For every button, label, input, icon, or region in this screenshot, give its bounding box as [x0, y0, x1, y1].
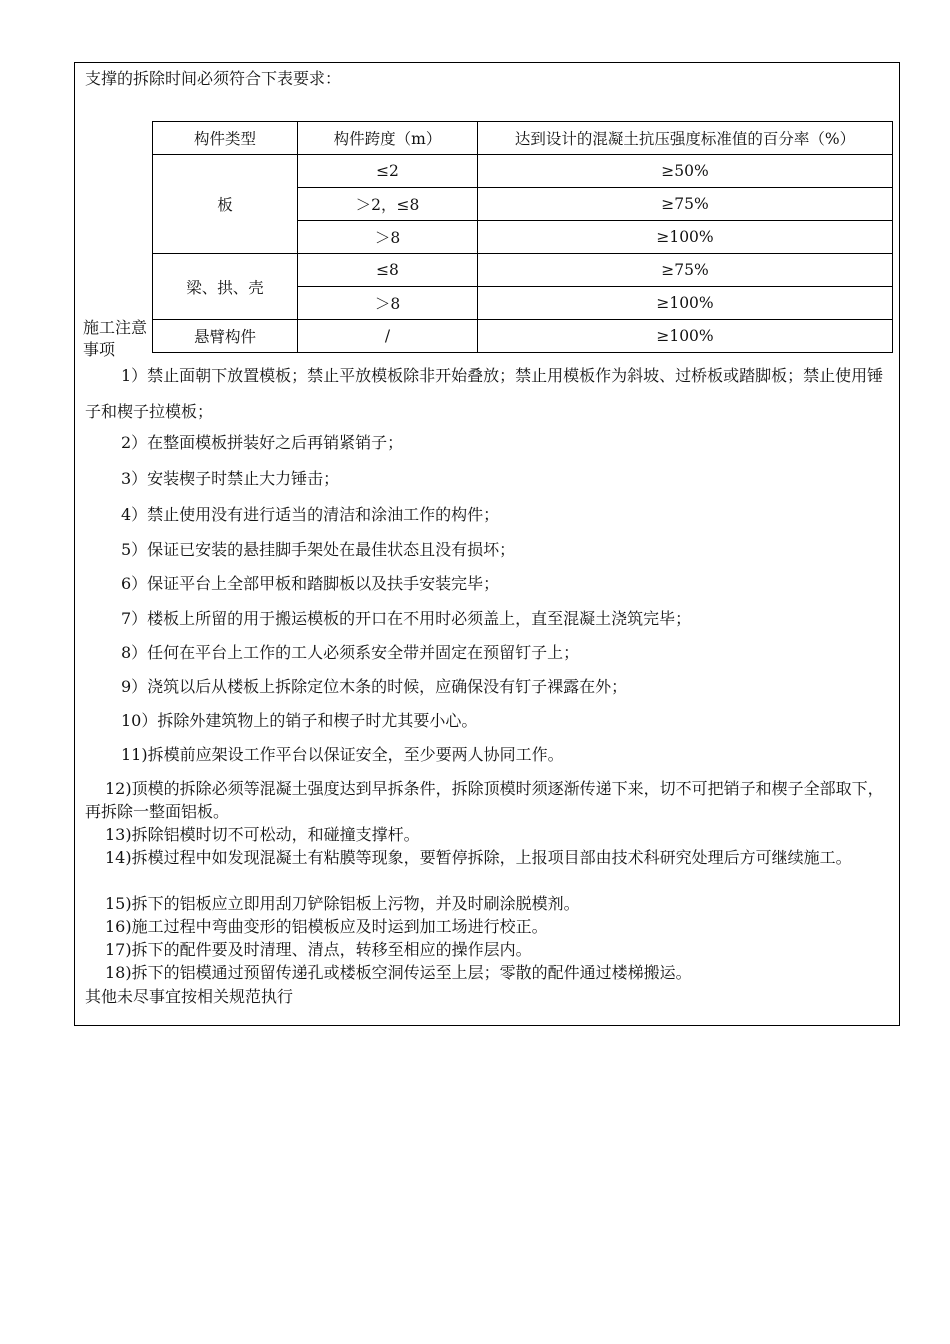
type-cell: 板 — [153, 155, 298, 254]
note-item: 1）禁止面朝下放置模板；禁止平放模板除非开始叠放；禁止用模板作为斜坡、过桥板或踏脚板；禁止使用锤子和楔子拉模板； — [85, 366, 884, 421]
notice-frame — [74, 62, 900, 1026]
table-row — [153, 254, 893, 287]
span-cell: ＞8 — [298, 287, 478, 320]
note-item: 9）浇筑以后从楼板上拆除定位木条的时候，应确保没有钉子裸露在外； — [121, 677, 628, 696]
note-item: 6）保证平台上全部甲板和踏脚板以及扶手安装完毕； — [121, 574, 500, 593]
note-item: 5）保证已安装的悬挂脚手架处在最佳状态且没有损坏； — [121, 540, 516, 559]
note-item: 7）楼板上所留的用于搬运模板的开口在不用时必须盖上，直至混凝土浇筑完毕； — [121, 609, 692, 628]
header-strength-percent: 达到设计的混凝土抗压强度标准值的百分率（%） — [478, 122, 893, 155]
note-item: 10）拆除外建筑物上的销子和楔子时尤其要小心。 — [121, 711, 478, 730]
span-cell: ≤8 — [298, 254, 478, 287]
percent-cell: ≥75% — [478, 188, 893, 221]
type-cell: 梁、拱、壳 — [153, 254, 298, 320]
table-row — [153, 155, 893, 188]
header-span: 构件跨度（m） — [298, 122, 478, 155]
note-item: 2）在整面模板拼装好之后再销紧销子； — [121, 433, 404, 452]
intro-text: 支撑的拆除时间必须符合下表要求： — [85, 69, 342, 88]
note-item: 8）任何在平台上工作的工人必须系安全带并固定在预留钉子上； — [121, 643, 580, 662]
note-item: 4）禁止使用没有进行适当的清洁和涂油工作的构件； — [121, 505, 500, 524]
percent-cell: ≥100% — [478, 320, 893, 353]
note-item: 13)拆除铝模时切不可松动，和碰撞支撑杆。 — [105, 825, 420, 844]
span-cell: ＞2，≤8 — [298, 188, 478, 221]
note-item: 15)拆下的铝板应立即用刮刀铲除铝板上污物，并及时刷涂脱模剂。 — [105, 894, 580, 913]
percent-cell: ≥100% — [478, 287, 893, 320]
percent-cell: ≥75% — [478, 254, 893, 287]
note-item: 14)拆模过程中如发现混凝土有粘膜等现象，要暂停拆除，上报项目部由技术科研究处理后方可继续施工。 — [105, 848, 852, 867]
table-row — [153, 320, 893, 353]
note-item: 16)施工过程中弯曲变形的铝模板应及时运到加工场进行校正。 — [105, 917, 548, 936]
note-item: 3）安装楔子时禁止大力锤击； — [121, 469, 340, 488]
table-header-row — [153, 122, 893, 155]
side-label: 施工注意事项 — [83, 318, 148, 359]
header-component-type: 构件类型 — [153, 122, 298, 155]
type-cell: 悬臂构件 — [153, 320, 298, 353]
span-cell: ＞8 — [298, 221, 478, 254]
span-cell: ≤2 — [298, 155, 478, 188]
footer-note: 其他未尽事宜按相关规范执行 — [85, 987, 294, 1006]
span-cell: / — [298, 320, 478, 353]
note-item: 17)拆下的配件要及时清理、清点，转移至相应的操作层内。 — [105, 940, 532, 959]
note-item: 12)顶模的拆除必须等混凝土强度达到早拆条件，拆除顶模时须逐渐传递下来，切不可把销子和楔子全部取下，再拆除一整面铝板。 — [85, 779, 884, 821]
percent-cell: ≥100% — [478, 221, 893, 254]
removal-time-table — [152, 121, 893, 353]
note-item: 11)拆模前应架设工作平台以保证安全，至少要两人协同工作。 — [121, 745, 564, 764]
note-item: 18)拆下的铝模通过预留传递孔或楼板空洞传运至上层；零散的配件通过楼梯搬运。 — [105, 963, 692, 982]
percent-cell: ≥50% — [478, 155, 893, 188]
